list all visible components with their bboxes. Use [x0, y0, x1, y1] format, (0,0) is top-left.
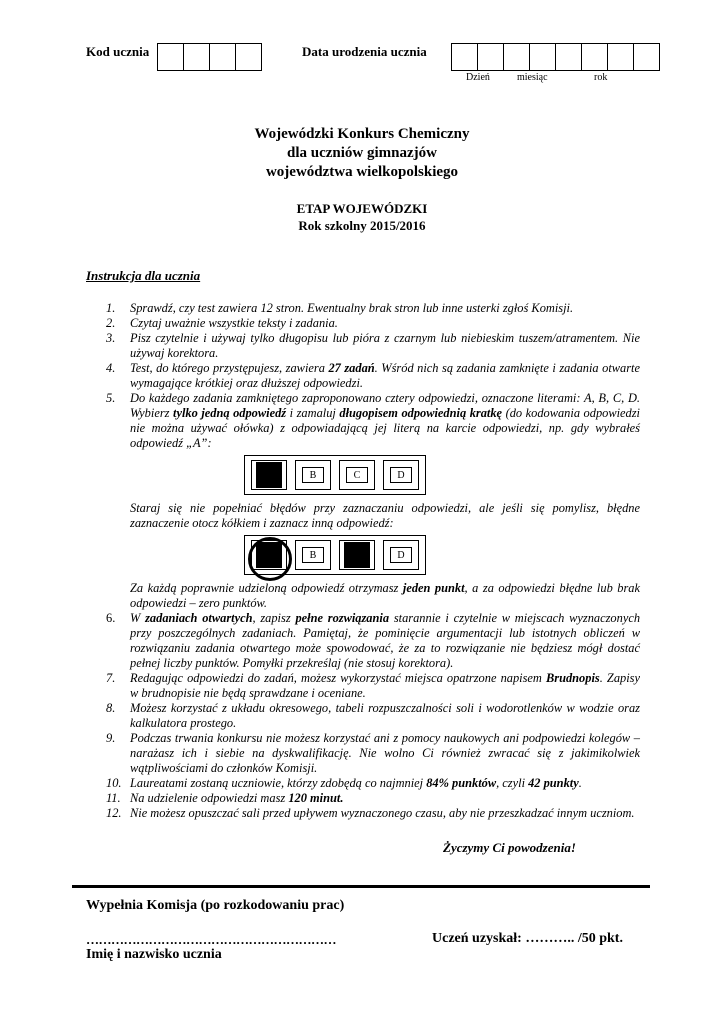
- list-item: 7. Redagując odpowiedzi do zadań, możesz wykorzystać miejsca opatrzone napisem Brudnopis. Zapisy w brudnopisie nie będą sprawdzane i oceniane.: [106, 671, 640, 700]
- answer-box-b: B: [295, 540, 331, 570]
- stage-title: ETAP WOJEWÓDZKI: [296, 201, 428, 216]
- list-item: 11. Na udzielenie odpowiedzi masz 120 minut.: [106, 791, 344, 805]
- year-label: rok: [594, 72, 608, 83]
- instructions-list: [84, 301, 640, 821]
- student-code-boxes[interactable]: [157, 43, 262, 71]
- answer-box-c: C: [339, 460, 375, 490]
- student-code-label: Kod ucznia: [86, 44, 150, 59]
- list-item: 5. Do każdego zadania zamkniętego zaproponowano cztery odpowiedzi, oznaczone literami: A, B, C, D. Wybierz tylko jedną odpowiedź i zamaluj długopisem odpowiednią kratkę (do kodowania odpowiedzi nie można używać ołówka) z odpowiadającą jej literą na karcie odpowiedzi, np. gdy wybrałeś odpowiedź „A”: B C D Staraj się nie popełniać błędów przy zaznaczaniu odpowiedzi, ale jeśli się pomylisz, błędne zaznaczenie otocz kółkiem i zaznacz inną odpowiedź: B D Za każdą poprawnie udzieloną odpowiedź otrzymasz jeden punkt, a za odpowiedzi błędne lub brak odpowiedzi – zero punktów.: [106, 391, 640, 610]
- score-field[interactable]: Uczeń uzyskał: ……….. /50 pkt.: [432, 931, 623, 946]
- title-line-2: dla uczniów gimnazjów: [287, 145, 437, 161]
- answer-box-b: B: [295, 460, 331, 490]
- birth-date-boxes[interactable]: [451, 43, 660, 71]
- answer-box-d: D: [383, 460, 419, 490]
- committee-label: Wypełnia Komisja (po rozkodowaniu prac): [86, 898, 345, 913]
- title-line-1: Wojewódzki Konkurs Chemiczny: [254, 126, 470, 142]
- birth-date-label: Data urodzenia ucznia: [302, 44, 427, 59]
- day-label: Dzień: [466, 72, 490, 83]
- footer-divider: [72, 885, 650, 888]
- list-item: 3. Pisz czytelnie i używaj tylko długopisu lub pióra z czarnym lub niebieskim tuszem/atramentem. Nie używaj korektora.: [106, 331, 640, 360]
- answer-box-c-filled: [339, 540, 375, 570]
- list-item: 6. W zadaniach otwartych, zapisz pełne rozwiązania starannie i czytelnie w miejscach wyznaczonych przy poszczególnych zadaniach. Pamiętaj, że pominięcie argumentacji lub istotnych obliczeń w rozwiązaniu zadania otwartego może spowodować, że za to rozwiązanie nie będziesz mógł dostać pełnej liczby punktów. Pomyłki przekreślaj (nie stosuj korektora).: [106, 611, 641, 670]
- list-item: 8. Możesz korzystać z układu okresowego, tabeli rozpuszczalności soli i wodorotlenków w wodzie oraz kalkulatora prostego.: [106, 701, 640, 730]
- answer-example-corrected: [130, 533, 640, 577]
- student-name-label: Imię i nazwisko ucznia: [86, 947, 222, 962]
- name-dotted-line[interactable]: ……………………………………………………: [86, 932, 336, 947]
- school-year: Rok szkolny 2015/2016: [298, 218, 426, 233]
- title-line-3: województwa wielkopolskiego: [265, 164, 459, 180]
- list-item: 4. Test, do którego przystępujesz, zawiera 27 zadań. Wśród nich są zadania zamknięte i zadania otwarte wymagające krótkiej oraz dłuższej odpowiedzi.: [106, 361, 640, 390]
- answer-box-a-circled: [251, 540, 287, 570]
- answer-box-d: D: [383, 540, 419, 570]
- correction-circle: [248, 537, 292, 581]
- list-item: 12. Nie możesz opuszczać sali przed upływem wyznaczonego czasu, aby nie przeszkadzać innym uczniom.: [106, 806, 635, 820]
- month-label: miesiąc: [517, 72, 548, 83]
- good-luck-text: Życzymy Ci powodzenia!: [443, 840, 576, 855]
- answer-example-correct: [130, 453, 640, 497]
- list-item: 1. Sprawdź, czy test zawiera 12 stron. Ewentualny brak stron lub inne usterki zgłoś Komisji.: [106, 301, 574, 315]
- list-item: 2. Czytaj uważnie wszystkie teksty i zadania.: [106, 316, 338, 330]
- instructions-heading: Instrukcja dla ucznia: [86, 268, 201, 283]
- answer-box-a-filled: [251, 460, 287, 490]
- list-item: 9. Podczas trwania konkursu nie możesz korzystać ani z pomocy naukowych ani podpowiedzi kolegów – narażasz ich i siebie na dyskwalifikację. Nie wolno Ci również zwracać się z jakimikolwiek wątpliwościami do członków Komisji.: [106, 731, 640, 775]
- list-item: 10. Laureatami zostaną uczniowie, którzy zdobędą co najmniej 84% punktów, czyli 42 punkty.: [106, 776, 582, 790]
